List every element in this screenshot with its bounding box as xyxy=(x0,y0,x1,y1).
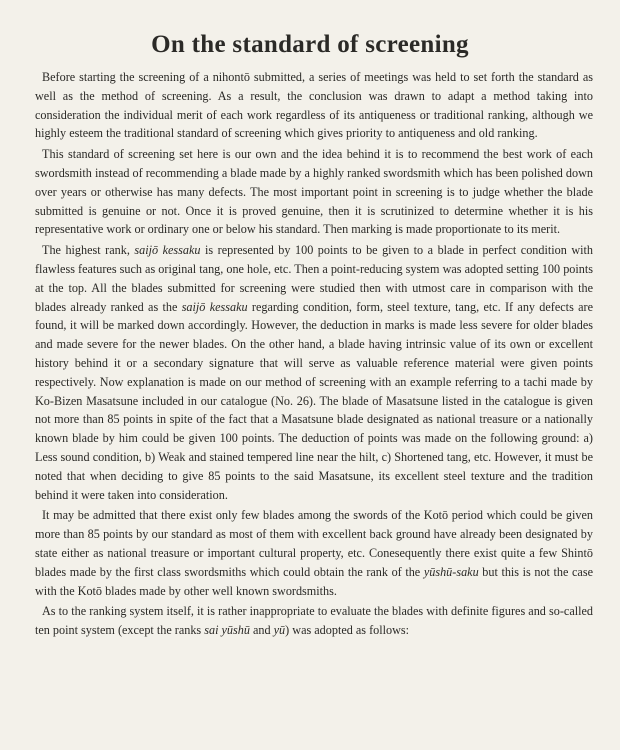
italic-term: sai yūshū xyxy=(204,623,250,638)
body-text xyxy=(35,68,593,642)
page-title: On the standard of screening xyxy=(151,30,469,58)
text-run: regarding condition, form, steel texture, tang, etc. If any defects are found, it will be marked down accordingly. However, the deduction in marks is made less severe for older blades and made severe for the newer blades. On the other hand, a blade having intrinsic value of its own or excellent history behind it or a secondary signature that will serve as valuable reference material were given points respectively. Now explanation is made on our method of screening with an example referring to a tachi made by Ko-Bizen Masatsune included in our catalogue (No. 26). The blade of Masatsune listed in the catalogue is given not more than 85 points in spite of the fact that a Masatsune blade designated as national treasure or a nationally known blade by him could be given 100 points. The deduction of points was made on the following ground: a) Less sound condition, b) Weak and stained tempered line near the hilt, c) Shortened tang, etc. However, it must be noted that when deciding to give 85 points to the said Masatsune, its excellent steel texture and the tradition behind it were taken into consideration. xyxy=(35,299,593,502)
text-run: and xyxy=(249,623,274,638)
text-run: Before starting the screening of a nihontō submitted, a series of meetings was held to set forth the standard as well as the method of screening. As a result, the conclusion was drawn to adapt a method taking into consideration the individual merit of each work regardless of its antiqueness or traditional ranking, although we highly esteem the traditional standard of screening which gives priority to antiqueness and old ranking. xyxy=(35,70,593,141)
paragraph xyxy=(35,241,593,504)
text-run: is represented by 100 points to be given to a blade in perfect condition with flawless features such as original tang, one hole, etc. Then a point-reducing system was adopted setting 100 points at the top. All the blades submitted for screening were studied then with utmost care in comparison with the blades already ranked as the xyxy=(35,243,593,314)
italic-term: yū xyxy=(273,623,286,638)
text-run: The highest rank, xyxy=(42,243,135,258)
text-run: ) was adopted as follows: xyxy=(285,623,410,638)
text-run: It may be admitted that there exist only few blades among the swords of the Kotō period which could be given more than 85 points by our standard as most of them with excellent back ground have already been designated by state either as national treasure or important cultural property, etc. Conesequently there exist quite a few Shintō blades made by the first class swordsmiths which could obtain the rank of the xyxy=(35,508,593,579)
paragraph xyxy=(35,68,593,143)
italic-term: saijō kessaku xyxy=(181,299,248,314)
paragraph xyxy=(35,602,593,640)
italic-term: saijō kessaku xyxy=(134,243,201,258)
text-run: This standard of screening set here is our own and the idea behind it is to recommend the best work of each swordsmith instead of recommending a blade made by a highly ranked swordsmith which has been polished down over years or otherwise has many defects. The most important point in screening is to judge whether the blade submitted is genuine or not. Once it is proved genuine, then it is scrutinized to determine whether it is his representative work or ordinary one or below his standard. Then marking is made proportionate to its merit. xyxy=(35,147,593,237)
text-run: but this is not the case with the Kotō blades made by other well known swordsmiths. xyxy=(35,564,593,598)
text-run: As to the ranking system itself, it is rather inappropriate to evaluate the blades with definite figures and so-called ten point system (except the ranks xyxy=(35,604,593,638)
paragraph xyxy=(35,506,593,600)
paragraph xyxy=(35,145,593,239)
italic-term: yūshū-saku xyxy=(423,564,479,579)
